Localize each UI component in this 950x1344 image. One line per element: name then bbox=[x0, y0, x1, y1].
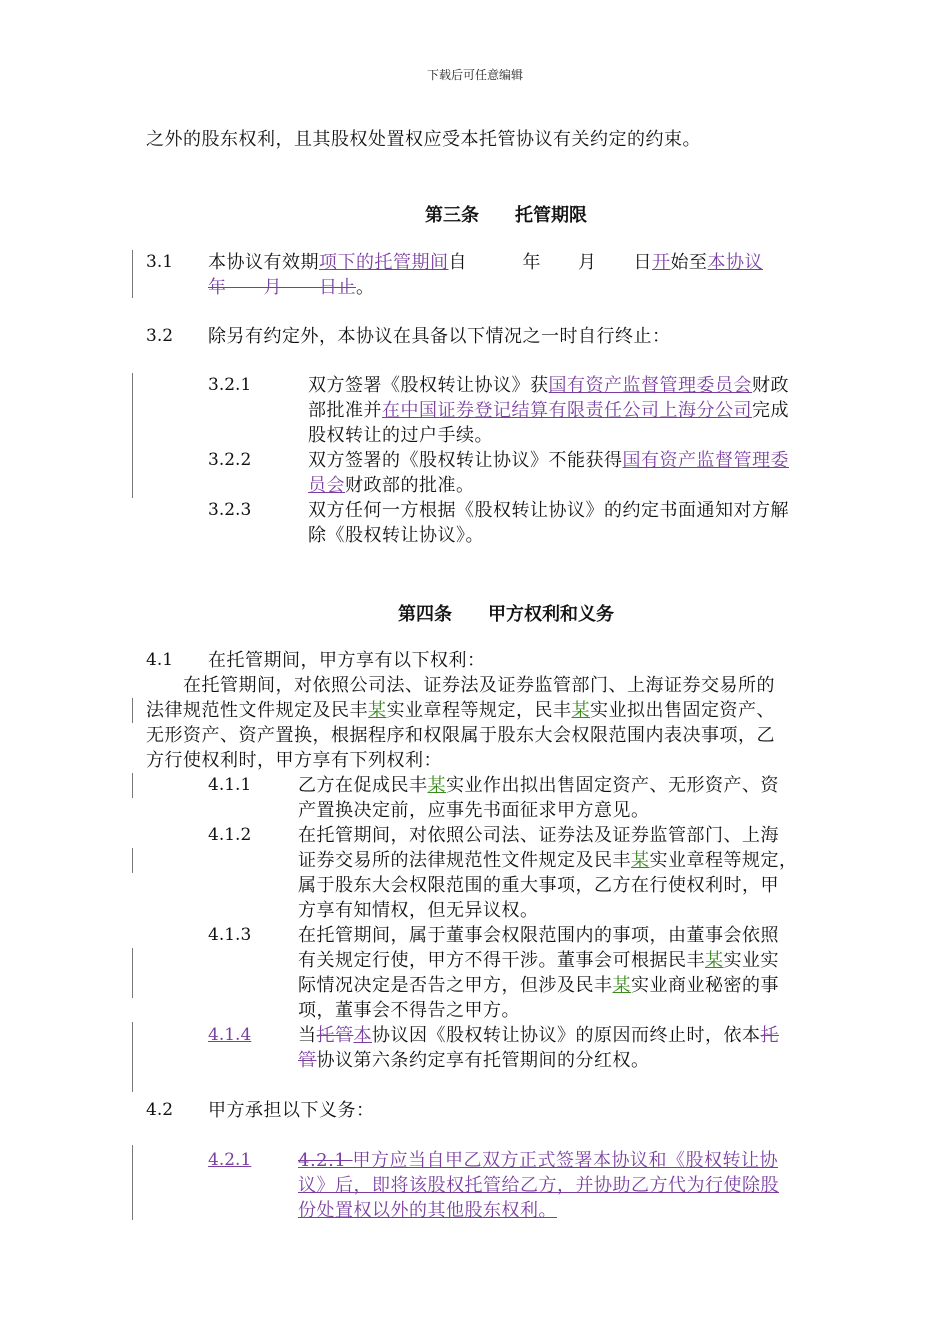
revision-bar bbox=[132, 848, 133, 873]
clause-3-2-number: 3.2 bbox=[146, 326, 174, 346]
clause-3-2-1-line-1: 双方签署《股权转让协议》获国有资产监督管理委员会财政 bbox=[308, 375, 789, 396]
clause-4-1-number: 4.1 bbox=[146, 650, 174, 670]
clause-4-2-1-line-2: 议》后，即将该股权托管给乙方，并协助乙方代为行使除股 bbox=[298, 1175, 779, 1196]
clause-3-2-3-number: 3.2.3 bbox=[208, 500, 252, 520]
clause-3-2-1-line-3: 股权转让的过户手续。 bbox=[308, 425, 493, 446]
revision-bar bbox=[132, 948, 133, 998]
revision-bar bbox=[132, 373, 133, 448]
clause-4-1-2-line-1: 在托管期间，对依照公司法、证券法及证券监管部门、上海 bbox=[298, 825, 779, 846]
clause-4-1-paragraph-line-3: 无形资产、资产置换，根据程序和权限属于股东大会权限范围内表决事项，乙 bbox=[146, 725, 775, 746]
clause-3-2-text: 除另有约定外，本协议在具备以下情况之一时自行终止： bbox=[208, 326, 671, 347]
clause-4-1-3-line-2: 有关规定行使，甲方不得干涉。董事会可根据民丰某实业实 bbox=[298, 950, 779, 971]
clause-3-2-2-line-1: 双方签署的《股权转让协议》不能获得国有资产监督管理委 bbox=[308, 450, 789, 471]
revision-bar bbox=[132, 698, 133, 723]
clause-4-1-paragraph-line-2: 法律规范性文件规定及民丰某实业章程等规定，民丰某实业拟出售固定资产、 bbox=[146, 700, 775, 721]
clause-4-1-text: 在托管期间，甲方享有以下权利： bbox=[208, 650, 486, 671]
clause-4-1-3-line-4: 项，董事会不得告之甲方。 bbox=[298, 1000, 520, 1021]
revision-bar bbox=[132, 1022, 133, 1092]
clause-4-1-2-line-2: 证券交易所的法律规范性文件规定及民丰某实业章程等规定， bbox=[298, 850, 798, 871]
clause-3-2-3-line-1: 双方任何一方根据《股权转让协议》的约定书面通知对方解 bbox=[308, 500, 789, 521]
clause-3-1-number: 3.1 bbox=[146, 252, 174, 272]
clause-4-1-4-number: 4.1.4 bbox=[208, 1025, 252, 1045]
clause-4-2-1-line-3: 份处置权以外的其他股东权利。 bbox=[298, 1200, 557, 1221]
clause-3-1-line-1: 本协议有效期项下的托管期间自 年 月 日开始至本协议 bbox=[208, 252, 763, 273]
clause-4-1-4-line-1: 当托管本协议因《股权转让协议》的原因而终止时，依本托 bbox=[298, 1025, 779, 1046]
clause-3-2-1-number: 3.2.1 bbox=[208, 375, 252, 395]
clause-4-1-1-number: 4.1.1 bbox=[208, 775, 252, 795]
clause-4-2-1-number: 4.2.1 bbox=[208, 1150, 252, 1170]
clause-4-1-paragraph-line-1: 在托管期间，对依照公司法、证券法及证券监管部门、上海证券交易所的 bbox=[183, 675, 775, 696]
clause-4-1-2-line-4: 方享有知情权，但无异议权。 bbox=[298, 900, 539, 921]
clause-4-1-3-line-3: 际情况决定是否告之甲方，但涉及民丰某实业商业秘密的事 bbox=[298, 975, 779, 996]
clause-4-1-3-line-1: 在托管期间，属于董事会权限范围内的事项，由董事会依照 bbox=[298, 925, 779, 946]
article-3-heading: 第三条 托管期限 bbox=[425, 205, 587, 226]
page-header: 下载后可任意编辑 bbox=[426, 68, 523, 82]
clause-3-2-1-line-2: 部批准并在中国证券登记结算有限责任公司上海分公司完成 bbox=[308, 400, 789, 421]
clause-3-2-3-line-2: 除《股权转让协议》。 bbox=[308, 525, 484, 546]
clause-4-2-text: 甲方承担以下义务： bbox=[208, 1100, 375, 1121]
clause-4-1-paragraph-line-4: 方行使权利时，甲方享有下列权利： bbox=[146, 750, 442, 771]
clause-3-2-2-line-2: 员会财政部的批准。 bbox=[308, 475, 475, 496]
clause-4-2-1-line-1: 4.2.1 甲方应当自甲乙双方正式签署本协议和《股权转让协 bbox=[298, 1150, 779, 1171]
revision-bar bbox=[132, 773, 133, 798]
article-4-heading: 第四条 甲方权利和义务 bbox=[398, 604, 614, 625]
clause-4-1-1-line-1: 乙方在促成民丰某实业作出拟出售固定资产、无形资产、资 bbox=[298, 775, 779, 796]
clause-4-2-number: 4.2 bbox=[146, 1100, 174, 1120]
clause-3-2-2-number: 3.2.2 bbox=[208, 450, 252, 470]
clause-4-1-2-number: 4.1.2 bbox=[208, 825, 252, 845]
revision-bar bbox=[132, 250, 133, 298]
clause-3-1-line-2: 年 月 日止。 bbox=[208, 277, 375, 298]
clause-4-1-1-line-2: 产置换决定前，应事先书面征求甲方意见。 bbox=[298, 800, 650, 821]
revision-bar bbox=[132, 448, 133, 498]
clause-4-1-4-line-2: 管协议第六条约定享有托管期间的分红权。 bbox=[298, 1050, 650, 1071]
clause-4-1-2-line-3: 属于股东大会权限范围的重大事项，乙方在行使权利时，甲 bbox=[298, 875, 779, 896]
clause-4-1-3-number: 4.1.3 bbox=[208, 925, 252, 945]
intro-paragraph: 之外的股东权利，且其股权处置权应受本托管协议有关约定的约束。 bbox=[146, 129, 701, 150]
revision-bar bbox=[132, 1145, 133, 1220]
